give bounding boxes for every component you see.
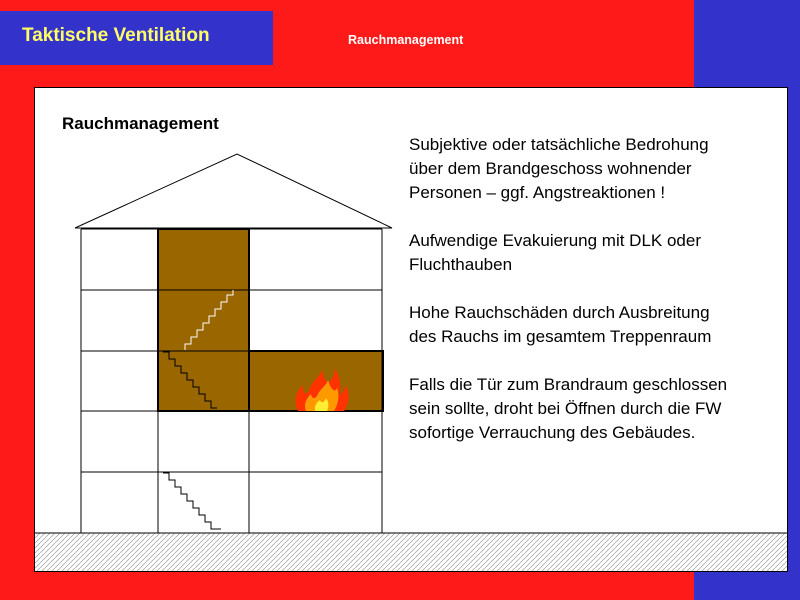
smoke-filled-stairwell: [158, 229, 249, 411]
house-roof: [75, 154, 392, 228]
header-subtitle: Rauchmanagement: [348, 33, 464, 47]
paragraph-door-warning: Falls die Tür zum Brandraum geschlossen sein sollte, droht bei Öffnen durch die FW sofortige Verrauchung des Gebäudes.: [409, 375, 728, 442]
stairs-ground-floor: [163, 473, 221, 529]
content-panel: [34, 87, 788, 572]
paragraph-threat: Subjektive oder tatsächliche Bedrohung über dem Brandgeschoss wohnender Personen – ggf. Angstreaktionen !: [409, 135, 709, 202]
paragraph-smoke-damage: Hohe Rauchschäden durch Ausbreitung des Rauchs im gesamtem Treppenraum: [409, 303, 712, 346]
slide-title: Taktische Ventilation: [22, 25, 210, 46]
text-block: [409, 133, 788, 469]
title-banner: [0, 11, 273, 65]
panel-heading: Rauchmanagement: [62, 114, 219, 133]
paragraph-evacuation: Aufwendige Evakuierung mit DLK oder Fluchthauben: [409, 231, 701, 274]
ground-hatching: [35, 533, 788, 572]
stairs-floor-4: [185, 412, 233, 471]
